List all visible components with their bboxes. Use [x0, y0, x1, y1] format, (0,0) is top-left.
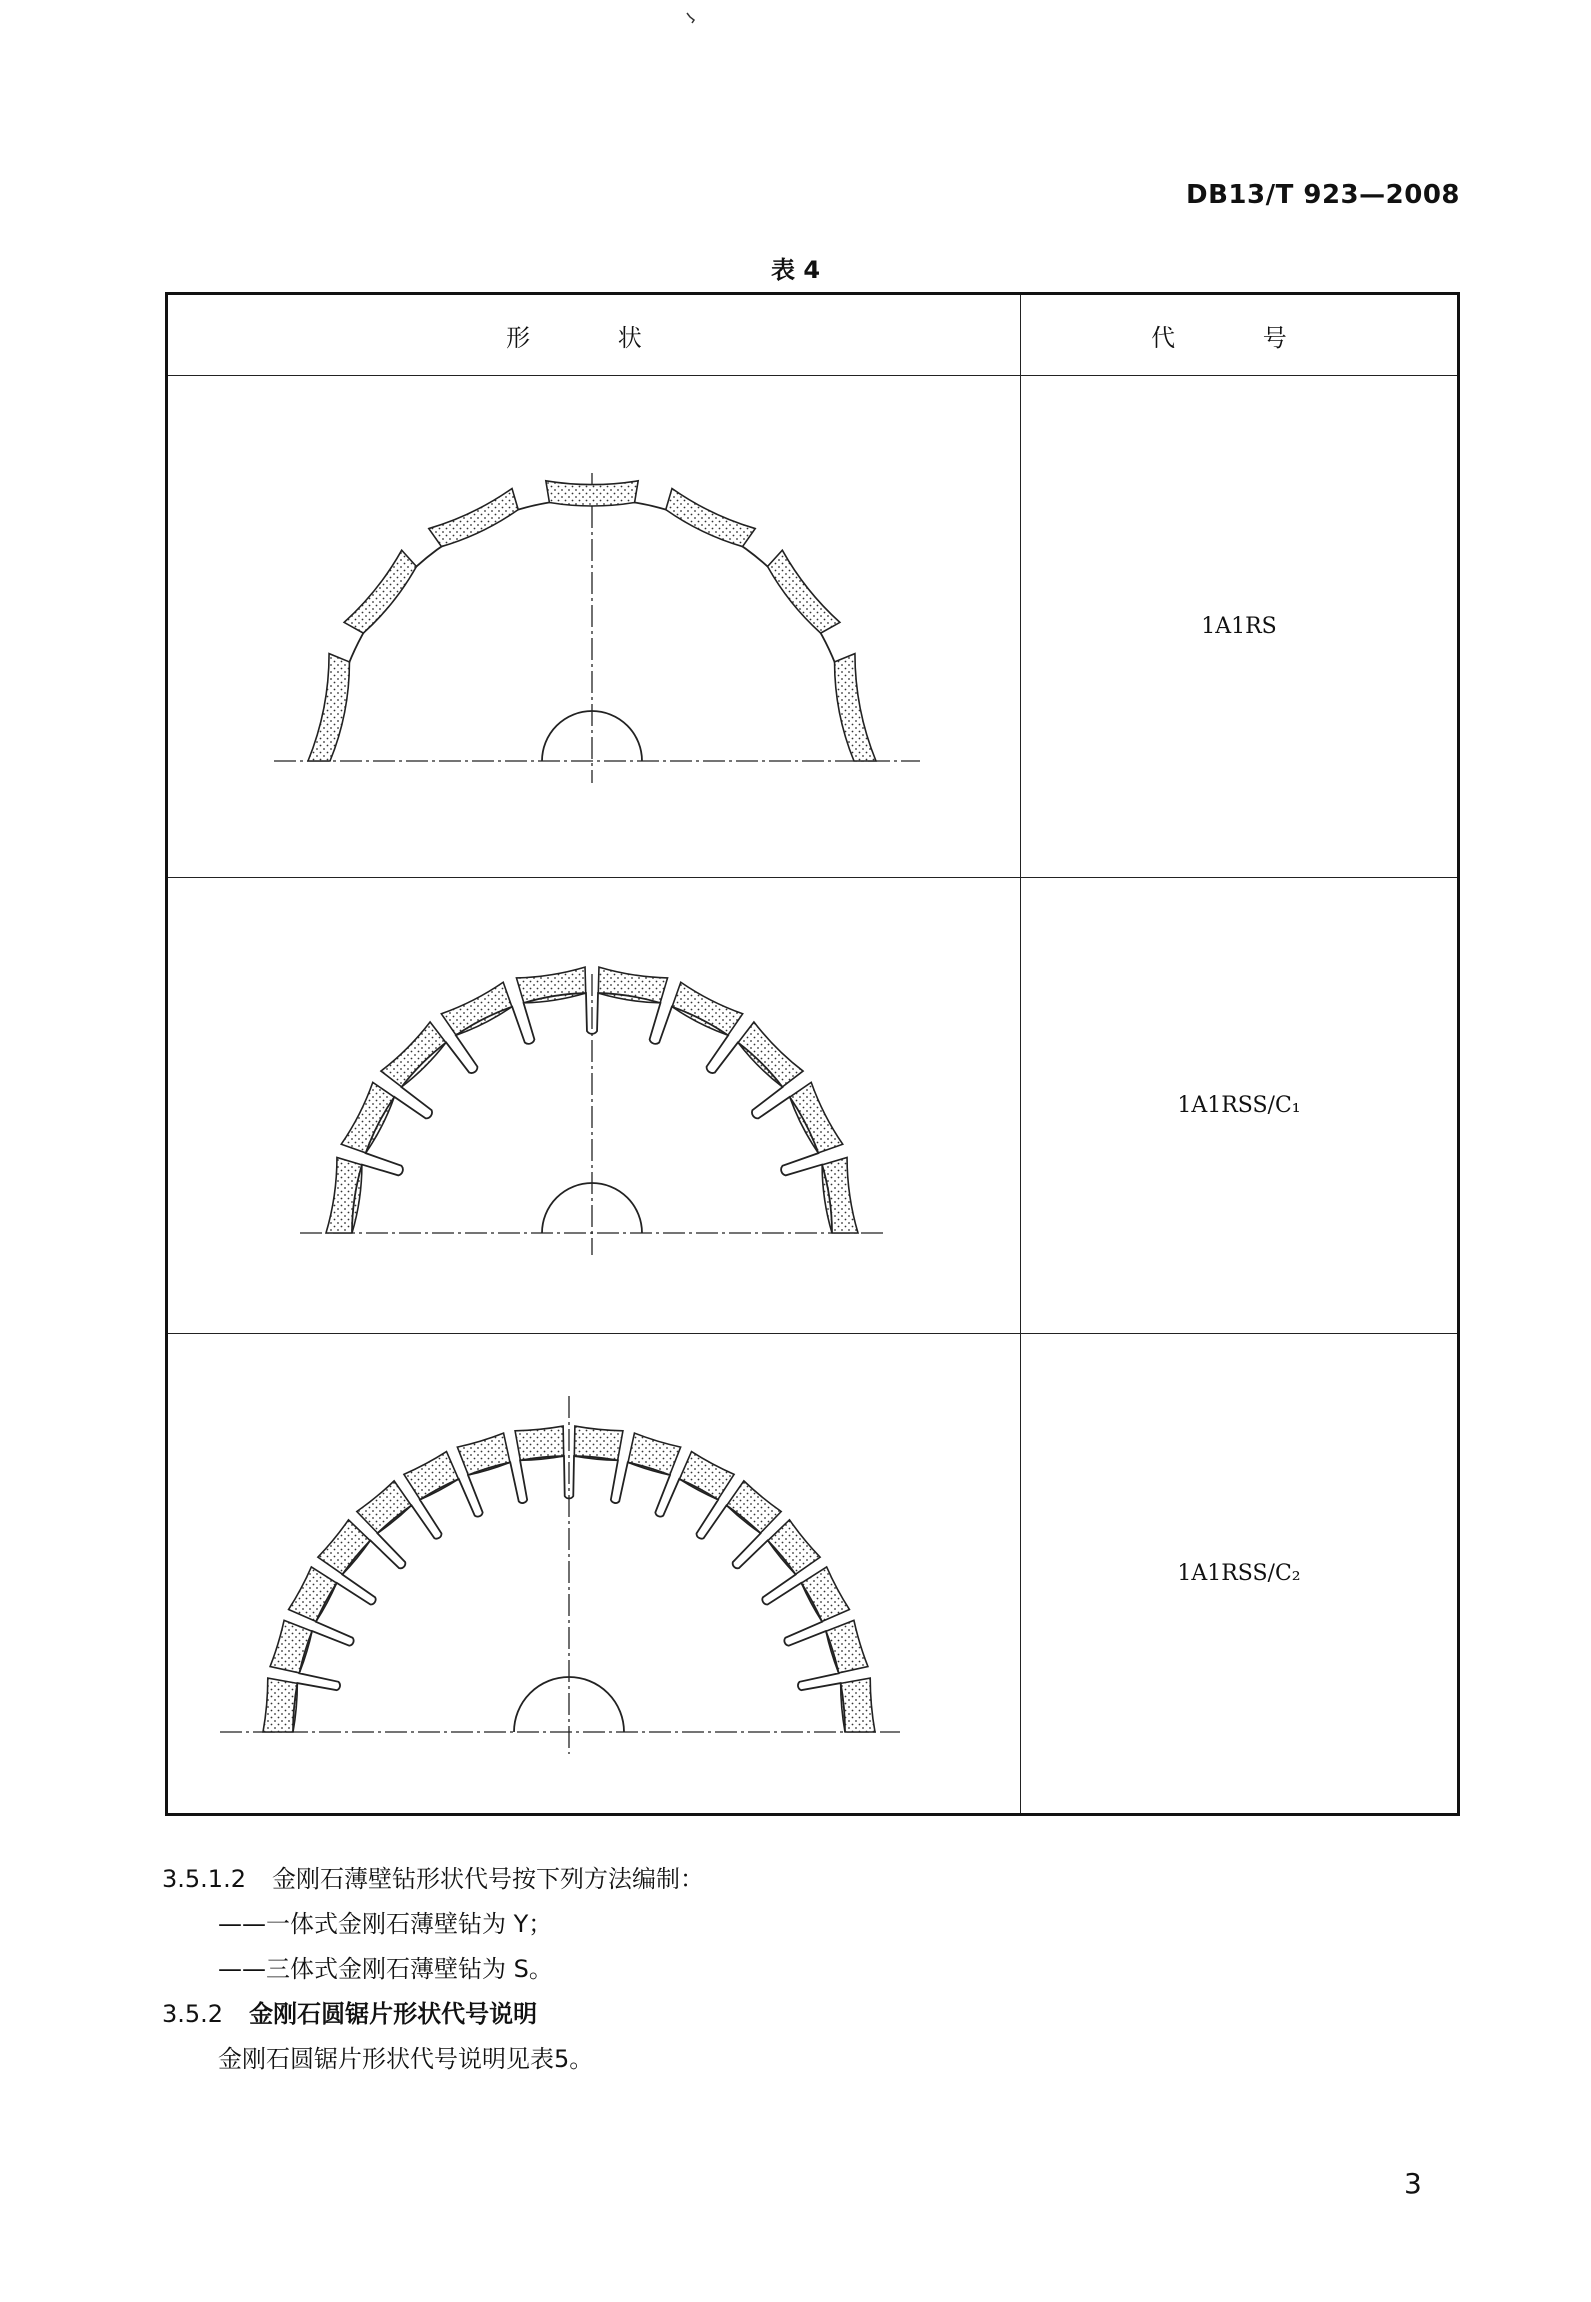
diamond-segment	[441, 982, 512, 1035]
diamond-segment	[326, 1157, 362, 1233]
clause-text: 金刚石薄壁钻形状代号按下列方法编制：	[271, 1865, 704, 1893]
diamond-segment	[727, 1481, 781, 1533]
diamond-segment	[381, 1022, 446, 1087]
diamond-segment	[790, 1082, 843, 1153]
diamond-segment	[263, 1678, 297, 1732]
notes-section	[162, 1857, 704, 2082]
diamond-segment	[835, 654, 876, 761]
code-cell: 1A1RSS/C₁	[1021, 878, 1459, 1334]
diamond-segment	[738, 1022, 803, 1087]
clause-text: 金刚石圆锯片形状代号说明见表5。	[218, 2045, 594, 2073]
clause-number: 3.5.1.2	[162, 1865, 246, 1893]
table-row	[167, 878, 1459, 1334]
shape-cell	[167, 376, 1021, 878]
diamond-segment	[841, 1678, 875, 1732]
page-number: 3	[1404, 2167, 1422, 2200]
diamond-segment	[574, 1426, 623, 1460]
diamond-segment	[546, 481, 638, 506]
diamond-segment	[429, 488, 518, 546]
diamond-segment	[672, 982, 743, 1035]
clause-number: 3.5.2	[162, 2000, 224, 2028]
table-header-row	[167, 294, 1459, 376]
diamond-segment	[822, 1157, 858, 1233]
saw-blade-slotted-icon	[168, 878, 1019, 1332]
shape-cell	[167, 878, 1021, 1334]
diamond-segment	[344, 550, 416, 633]
saw-blade-narrow-slotted-icon	[168, 1334, 1019, 1813]
scan-speck	[686, 12, 696, 24]
diamond-segment	[516, 967, 585, 1003]
table-row	[167, 376, 1459, 878]
table-row	[167, 1334, 1459, 1815]
diamond-segment	[598, 967, 667, 1003]
diamond-segment	[515, 1426, 564, 1460]
list-item: ——一体式金刚石薄壁钻为 Y；	[218, 1910, 553, 1938]
diamond-segment	[666, 488, 755, 546]
code-cell: 1A1RS	[1021, 376, 1459, 878]
diamond-segment	[357, 1481, 411, 1533]
diamond-segment	[308, 654, 349, 761]
column-header-code: 代 号	[1021, 294, 1459, 376]
column-header-shape: 形 状	[167, 294, 1021, 376]
diamond-segment	[768, 1520, 820, 1574]
clause-3-5-1-2	[162, 1857, 704, 1902]
diamond-segment	[768, 550, 840, 633]
table-caption: 表 4	[770, 256, 821, 284]
saw-blade-segmented-icon	[168, 376, 1019, 876]
clause-title: 金刚石圆锯片形状代号说明	[249, 2000, 538, 2028]
shape-cell	[167, 1334, 1021, 1815]
diamond-segment	[341, 1082, 394, 1153]
list-item: ——三体式金刚石薄壁钻为 S。	[218, 1955, 553, 1983]
code-cell: 1A1RSS/C₂	[1021, 1334, 1459, 1815]
document-code: DB13/T 923—2008	[1186, 180, 1460, 210]
shape-code-table	[165, 292, 1460, 1816]
clause-3-5-2	[162, 1992, 704, 2037]
diamond-segment	[318, 1520, 370, 1574]
